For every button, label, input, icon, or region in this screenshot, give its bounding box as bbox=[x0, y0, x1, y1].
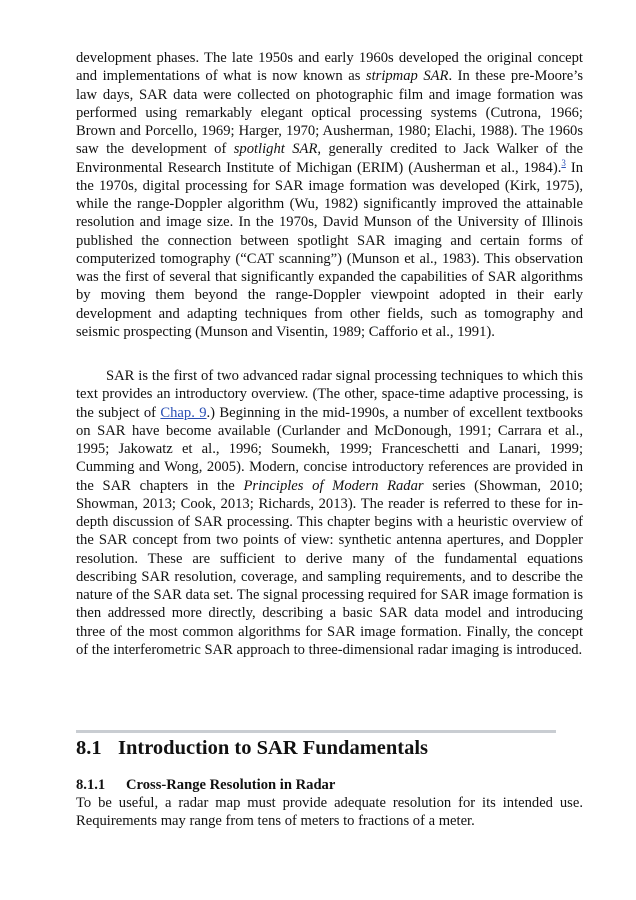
subsection-title: Cross-Range Resolution in Radar bbox=[126, 777, 336, 793]
paragraph-3 bbox=[76, 794, 583, 831]
section-title: Introduction to SAR Fundamentals bbox=[118, 737, 429, 759]
series-title: Principles of Modern Radar bbox=[243, 477, 424, 494]
section-number: 8.1 bbox=[76, 737, 102, 759]
chapter-9-link[interactable]: Chap. 9 bbox=[160, 404, 207, 421]
p1-text-4: In the 1970s, digital processing for SAR image formation was developed (Kirk, 1975), while the range-Doppler algorithm (Wu, 1982) significantly improved the attainable resolution and image size. In the 1970s, David Munson of the University of Illinois published the connection between spotlight SAR imaging and certain forms of computerized tomography (“CAT scanning”) (Munson et al., 1983). This observation was the first of several that significantly expanded the capabilities of SAR algorithms by moving them beyond the range-Doppler viewpoint adopted in their early development and adapting techniques from other fields, such as tomography and seismic prospecting (Munson and Visentin, 1989; Cafforio et al., 1991). bbox=[76, 159, 583, 340]
p2-text-2: .) Beginning in the mid-1990s, a number of excellent textbooks on SAR have become available (Curlander and McDonough, 1991; Carrara et al., 1995; Jakowatz et al., 1996; Soumekh, 1999; Franceschetti and Lanari, 1999; Cumming and Wong, 2005). Modern, concise introductory references are provided in the SAR chapters in the bbox=[76, 404, 583, 494]
p2-text-3: series (Showman, 2010; Showman, 2013; Cook, 2013; Richards, 2013). The reader is referred to these for in-depth discussion of SAR processing. This chapter begins with a heuristic overview of the SAR concept from two points of view: synthetic antenna apertures, and Doppler resolution. These are sufficient to derive many of the fundamental equations describing SAR resolution, coverage, and sampling requirements, and to describe the nature of the SAR data set. The signal processing required for SAR image formation is then addressed more directly, describing a basic SAR data model and introducing three of the most common algorithms for SAR image formation. Finally, the concept of the interferometric SAR approach to three-dimensional radar imaging is introduced. bbox=[76, 477, 583, 658]
p1-text-1: development phases. The late 1950s and early 1960s developed the original concept and implementations of what is now known as bbox=[76, 50, 583, 85]
footnote-3-link[interactable]: 3 bbox=[561, 157, 566, 168]
term-stripmap-sar: stripmap SAR bbox=[365, 68, 449, 85]
paragraph-1 bbox=[76, 49, 583, 341]
paragraph-2 bbox=[76, 367, 583, 659]
subsection-paragraph: To be useful, a radar map must provide adequate resolution for its intended use. Requirements may range from tens of meters to fractions of a meter. bbox=[76, 795, 583, 830]
term-spotlight-sar: spotlight SAR bbox=[233, 141, 318, 158]
section-heading bbox=[76, 735, 583, 761]
subsection-number: 8.1.1 bbox=[76, 777, 106, 793]
section-divider bbox=[76, 730, 556, 733]
p1-text-2: . In these pre-Moore’s law days, SAR data were collected on photographic film and image formation was performed using remarkably elegant optical processing systems (Cutrona, 1966; Brown and Porcello, 1969; Harger, 1970; Ausherman, 1980; Elachi, 1988). The 1960s saw the development of bbox=[76, 68, 583, 158]
p2-text-1: SAR is the first of two advanced radar signal processing techniques to which this text provides an introductory overview. (The other, space-time adaptive processing, is the subject of bbox=[76, 368, 583, 421]
subsection-heading bbox=[76, 776, 583, 794]
p1-text-3: , generally credited to Jack Walker of the Environmental Research Institute of Michigan (ERIM) (Ausherman et al., 1984). bbox=[76, 141, 584, 176]
